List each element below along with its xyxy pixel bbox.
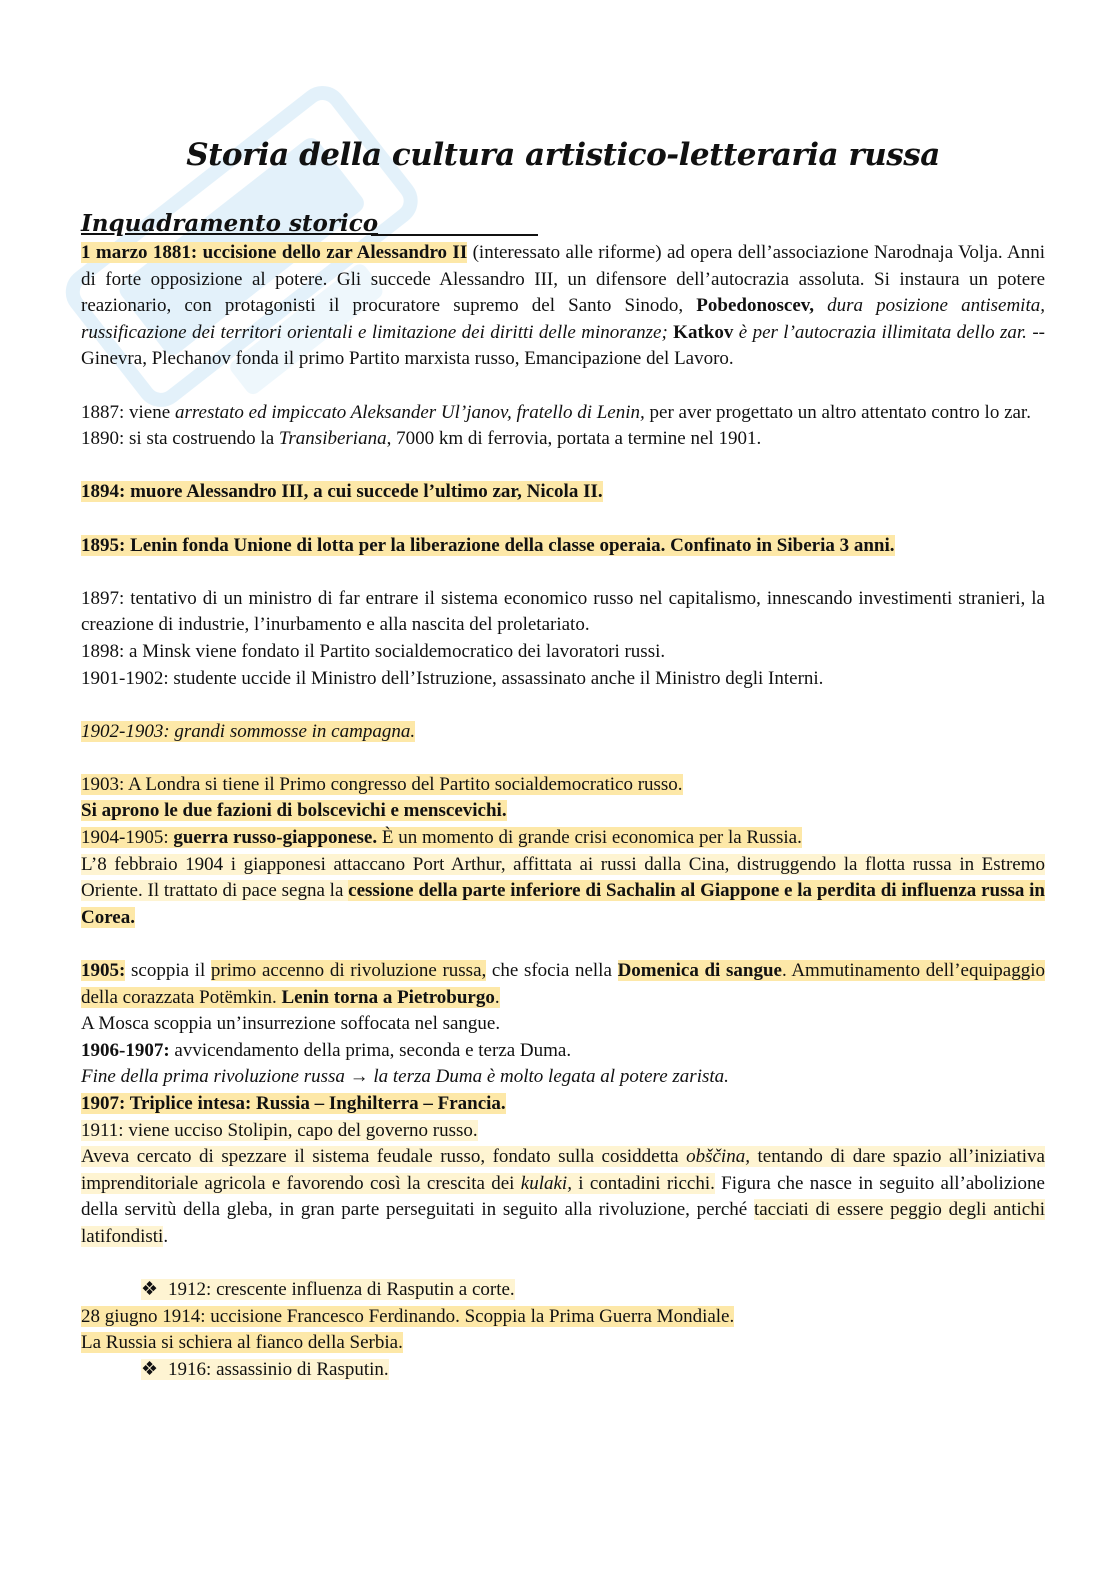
paragraph-1905: 1905: scoppia il primo accenno di rivoluzione russa, che sfocia nella Domenica di sangue. Ammutinamento dell’equipaggio della corazzata Potëmkin. Lenin torna a Pietroburgo.: [81, 960, 1045, 1008]
paragraph-1911: 1911: viene ucciso Stolipin, capo del governo russo.: [81, 1119, 478, 1141]
paragraph-1898: 1898: a Minsk viene fondato il Partito socialdemocratico dei lavoratori russi.: [81, 640, 666, 662]
paragraph-1914: 28 giugno 1914: uccisione Francesco Ferdinando. Scoppia la Prima Guerra Mondiale.: [81, 1305, 735, 1327]
paragraph-1907: 1907: Triplice intesa: Russia – Inghilterra – Francia.: [81, 1093, 506, 1114]
section-heading: Inquadramento storico: [81, 208, 538, 240]
paragraph-1906: 1906-1907: avvicendamento della prima, seconda e terza Duma.: [81, 1039, 572, 1061]
paragraph-fazioni: Si aprono le due fazioni di bolscevichi e menscevichi.: [81, 800, 507, 822]
document-page: [81, 130, 1045, 1384]
bullet-1912: ❖ 1912: crescente influenza di Rasputin a corte.: [141, 1279, 515, 1301]
paragraph-serbia: La Russia si schiera al fianco della Serbia.: [81, 1332, 403, 1354]
diamond-bullet-icon: ❖: [141, 1358, 159, 1380]
paragraph-1881: 1 marzo 1881: uccisione dello zar Alessandro II (interessato alle riforme) ad opera dell’associazione Narodnaja Volja. Anni di forte opposizione al potere. Gli succede Alessandro III, un difensore dell’autocrazia assoluta. Si instaura un potere reazionario, con protagonisti il procuratore supremo del Santo Sinodo, Pobedonoscev, dura posizione antisemita, russificazione dei territori orientali e limitazione dei diritti delle minoranze; Katkov è per l’autocrazia illimitata dello zar. -- Ginevra, Plechanov fonda il primo Partito marxista russo, Emancipazione del Lavoro.: [81, 242, 1045, 370]
paragraph-mosca: A Mosca scoppia un’insurrezione soffocata nel sangue.: [81, 1013, 501, 1035]
paragraph-1903: 1903: A Londra si tiene il Primo congresso del Partito socialdemocratico russo.: [81, 773, 683, 795]
paragraph-fine-rivoluzione: Fine della prima rivoluzione russa → la terza Duma è molto legata al potere zarista.: [81, 1066, 729, 1088]
bullet-1916: ❖ 1916: assassinio di Rasputin.: [141, 1358, 389, 1380]
paragraph-1902: 1902-1903: grandi sommosse in campagna.: [81, 720, 416, 742]
paragraph-stolipin: Aveva cercato di spezzare il sistema feudale russo, fondato sulla cosiddetta obščina, tentando di dare spazio all’iniziativa imprenditoriale agricola e favorendo così la crescita dei kulaki, i contadini ricchi. Figura che nasce in seguito all’abolizione della servitù della gleba, in gran parte perseguitati in seguito alla rivoluzione, perché tacciati di essere peggio degli antichi latifondisti.: [81, 1146, 1045, 1247]
paragraph-1901: 1901-1902: studente uccide il Ministro dell’Istruzione, assassinato anche il Ministro degli Interni.: [81, 667, 824, 689]
paragraph-1895: 1895: Lenin fonda Unione di lotta per la liberazione della classe operaia. Confinato in Siberia 3 anni.: [81, 534, 895, 556]
paragraph-1890: 1890: si sta costruendo la Transiberiana, 7000 km di ferrovia, portata a termine nel 1901.: [81, 428, 762, 450]
paragraph-port-arthur: L’8 febbraio 1904 i giapponesi attaccano Port Arthur, affittata ai russi dalla Cina, distruggendo la flotta russa in Estremo Oriente. Il trattato di pace segna la cessione della parte inferiore di Sachalin al Giappone e la perdita di influenza russa in Corea.: [81, 853, 1045, 928]
paragraph-1887: 1887: viene arrestato ed impiccato Aleksander Ul’janov, fratello di Lenin, per aver progettato un altro attentato contro lo zar.: [81, 401, 1031, 423]
paragraph-1904: 1904-1905: guerra russo-giapponese. È un momento di grande crisi economica per la Russia.: [81, 827, 802, 849]
paragraph-1897: 1897: tentativo di un ministro di far entrare il sistema economico russo nel capitalismo, innescando investimenti stranieri, la creazione di industrie, l’inurbamento e alla nascita del proletariato.: [81, 587, 1045, 636]
diamond-bullet-icon: ❖: [141, 1279, 159, 1301]
page-title: Storia della cultura artistico-letteraria russa: [186, 137, 940, 173]
paragraph-1894: 1894: muore Alessandro III, a cui succede l’ultimo zar, Nicola II.: [81, 481, 603, 503]
